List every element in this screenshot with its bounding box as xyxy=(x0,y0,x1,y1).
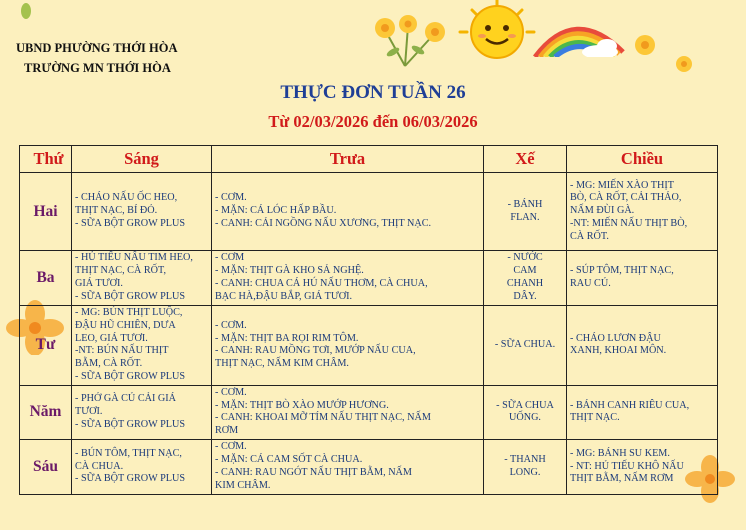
menu-line: - CANH: KHOAI MỠ TÍM NẤU THỊT NẠC, NẤM xyxy=(215,412,431,424)
menu-line: - NƯỚC xyxy=(507,252,543,264)
menu-line: - SỮA BỘT GROW PLUS xyxy=(75,370,185,382)
menu-line: LONG. xyxy=(509,466,541,478)
day-cell: Hai xyxy=(20,173,72,251)
menu-line: GIÁ TƯƠI. xyxy=(75,278,123,289)
menu-line: THỊT BẰM, NẤM RƠM xyxy=(570,473,674,485)
menu-line: - MG: BÚN THỊT LUỘC, xyxy=(75,307,183,318)
table-row xyxy=(20,173,718,251)
menu-line: - CƠM. xyxy=(215,192,247,204)
menu-line: KIM CHÂM. xyxy=(215,479,271,491)
menu-line: BẠC HÀ,ĐẬU BẮP, GIÁ TƯƠI. xyxy=(215,290,353,302)
table-row xyxy=(20,439,718,494)
menu-line: - NT: HỦ TIẾU KHÔ NẤU xyxy=(570,460,684,472)
small-flower-icon xyxy=(670,52,705,82)
menu-line: FLAN. xyxy=(510,211,540,223)
organization-header xyxy=(16,38,216,78)
menu-line: CHANH xyxy=(506,278,544,289)
menu-line: BÒ, CÀ RỐT, CẢI THẢO, xyxy=(570,192,682,204)
menu-line: - THANH xyxy=(504,454,546,466)
menu-line: - BÁNH CANH RIÊU CUA, xyxy=(570,399,690,411)
noon-cell xyxy=(212,439,484,494)
rainbow-icon xyxy=(525,12,625,57)
column-header-afternoon: Chiều xyxy=(567,146,718,173)
menu-line: - CANH: CẢI NGỒNG NẤU XƯƠNG, THỊT NẠC. xyxy=(215,217,432,229)
menu-line: - CHÁO NẤU ỐC HEO, xyxy=(75,192,178,204)
menu-line: - BÚN TÔM, THỊT NẠC, xyxy=(75,447,182,459)
menu-line: - SỮA BỘT GROW PLUS xyxy=(75,290,185,302)
menu-line: - MẶN: CÁ CAM SỐT CÀ CHUA. xyxy=(215,454,363,466)
menu-line: - HỦ TIẾU NẤU TIM HEO, xyxy=(75,252,193,264)
menu-line: ĐẬU HŨ CHIÊN, DƯA xyxy=(75,319,176,331)
column-header-morning: Sáng xyxy=(72,146,212,173)
menu-line: - SỮA BỘT GROW PLUS xyxy=(75,217,185,229)
menu-line: - CANH: CHUA CÁ HÚ NẤU THƠM, CÀ CHUA, xyxy=(215,278,428,289)
menu-line: - CƠM xyxy=(215,252,245,264)
afternoon-cell xyxy=(567,306,718,386)
snack-cell xyxy=(484,251,567,306)
page-title: THỰC ĐƠN TUẦN 26 xyxy=(280,82,466,103)
menu-line: - CƠM. xyxy=(215,319,247,331)
menu-line: THỊT NẠC, NẤM KIM CHÂM. xyxy=(215,358,349,370)
noon-cell xyxy=(212,251,484,306)
leaf-icon xyxy=(15,2,37,20)
day-cell: Tư xyxy=(20,306,72,386)
noon-cell xyxy=(212,173,484,251)
small-flower-icon xyxy=(625,30,675,65)
menu-line: CAM xyxy=(513,265,537,277)
menu-line: THỊT NẠC. xyxy=(570,412,620,424)
afternoon-cell xyxy=(567,173,718,251)
morning-cell xyxy=(72,385,212,439)
afternoon-cell xyxy=(567,385,718,439)
menu-line: UỐNG. xyxy=(509,412,541,424)
menu-line: - BÁNH xyxy=(507,198,543,210)
column-header-noon: Trưa xyxy=(212,146,484,173)
day-cell: Sáu xyxy=(20,439,72,494)
menu-line: BẰM, CÀ RỐT. xyxy=(75,358,143,370)
menu-body xyxy=(20,173,718,495)
snack-cell xyxy=(484,439,567,494)
date-range: Từ 02/03/2026 đến 06/03/2026 xyxy=(268,112,478,131)
table-row xyxy=(20,306,718,386)
menu-line: - MẶN: THỊT BA RỌI RIM TÔM. xyxy=(215,332,359,344)
menu-line: - CƠM. xyxy=(215,441,247,453)
noon-cell xyxy=(212,385,484,439)
snack-cell xyxy=(484,385,567,439)
table-header-row xyxy=(20,146,718,173)
menu-line: - MG: MIẾN XÀO THỊT xyxy=(570,179,674,191)
day-cell: Ba xyxy=(20,251,72,306)
snack-cell xyxy=(484,173,567,251)
menu-line: - CANH: RAU NGÓT NẤU THỊT BẰM, NẤM xyxy=(215,466,412,478)
menu-line: RAU CỦ. xyxy=(570,278,611,289)
org-line-1: UBND PHƯỜNG THỚI HÒA xyxy=(16,41,178,55)
day-cell: Năm xyxy=(20,385,72,439)
menu-line: -NT: BÚN NẤU THỊT xyxy=(75,345,169,357)
menu-line: - SỮA CHUA xyxy=(496,399,554,411)
menu-line: - MẶN: CÁ LÓC HẤP BẦU. xyxy=(215,205,337,217)
menu-line: CÀ RỐT. xyxy=(570,230,609,242)
org-line-2: TRƯỜNG MN THỚI HÒA xyxy=(24,61,171,75)
table-row xyxy=(20,251,718,306)
morning-cell xyxy=(72,306,212,386)
column-header-snack: Xế xyxy=(484,146,567,173)
menu-line: XANH, KHOAI MÔN. xyxy=(570,345,667,357)
menu-line: - MẶN: THỊT GÀ KHO SẢ NGHỆ. xyxy=(215,265,364,277)
menu-line: NẤM ĐÙI GÀ. xyxy=(570,205,635,217)
afternoon-cell xyxy=(567,251,718,306)
menu-line: - PHỞ GÀ CỦ CẢI GIÁ xyxy=(75,393,177,405)
menu-line: - SỮA BỘT GROW PLUS xyxy=(75,473,185,485)
menu-line: - SÚP TÔM, THỊT NẠC, xyxy=(570,265,674,277)
table-row xyxy=(20,385,718,439)
morning-cell xyxy=(72,439,212,494)
menu-line: -NT: MIẾN NẤU THỊT BÒ, xyxy=(570,217,688,229)
menu-line: - CƠM. xyxy=(215,386,247,398)
snack-cell xyxy=(484,306,567,386)
afternoon-cell xyxy=(567,439,718,494)
menu-line: - MẶN: THỊT BÒ XÀO MƯỚP HƯƠNG. xyxy=(215,399,389,411)
menu-line: LEO, GIÁ TƯƠI. xyxy=(75,332,148,344)
menu-line: - SỮA BỘT GROW PLUS xyxy=(75,418,185,430)
morning-cell xyxy=(72,173,212,251)
menu-line: CÀ CHUA. xyxy=(75,460,124,472)
noon-cell xyxy=(212,306,484,386)
menu-line: DÂY. xyxy=(513,290,537,302)
menu-line: - MG: BÁNH SU KEM. xyxy=(570,447,670,459)
menu-line: - CHÁO LƯƠN ĐẬU xyxy=(570,332,661,344)
menu-line: - CANH: RAU MỒNG TƠI, MƯỚP NẤU CUA, xyxy=(215,345,416,357)
menu-line: TƯƠI. xyxy=(75,405,103,417)
weekly-menu-table xyxy=(19,145,718,495)
column-header-day: Thứ xyxy=(20,146,72,173)
menu-line: THỊT NẠC, CÀ RỐT, xyxy=(75,265,167,277)
menu-line: - SỮA CHUA. xyxy=(494,338,556,350)
morning-cell xyxy=(72,251,212,306)
menu-line: THỊT NẠC, BÍ ĐỎ. xyxy=(75,205,158,217)
menu-line: RƠM xyxy=(215,425,239,437)
flower-bouquet-icon xyxy=(360,8,455,68)
